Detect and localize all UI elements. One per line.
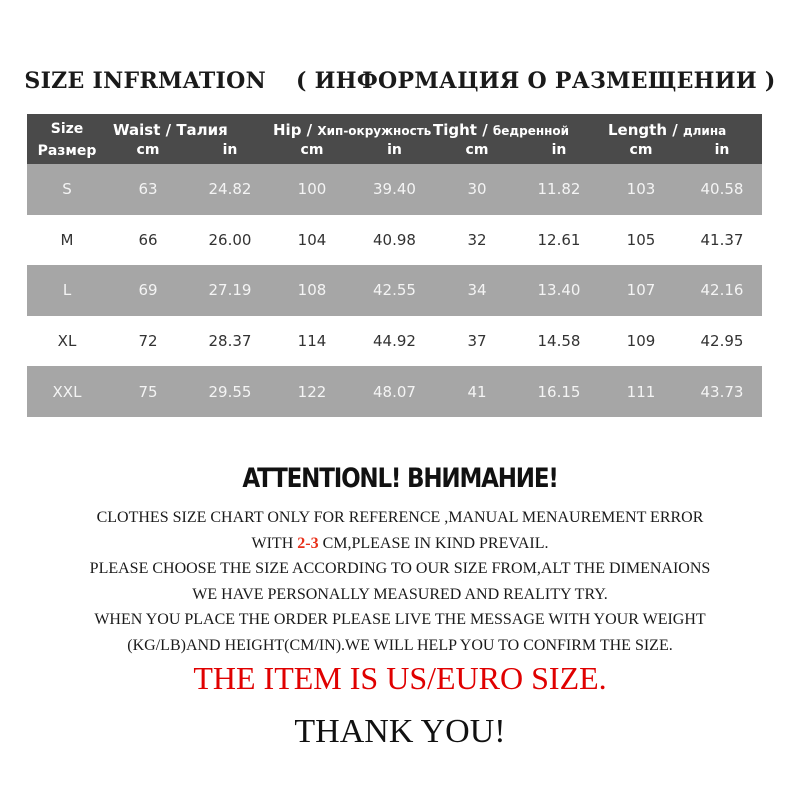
waist-in-value: 28.37 bbox=[208, 332, 252, 351]
waist-in-header: in bbox=[222, 142, 238, 158]
size-label: S bbox=[62, 180, 72, 199]
length-in-value: 43.73 bbox=[700, 382, 744, 401]
tight-cm-header: Tight / бедренной cm bbox=[433, 121, 570, 158]
title-english: SIZE INFRMATION bbox=[24, 68, 266, 94]
length-cm-header: Length / длина cm bbox=[608, 121, 727, 158]
table-row bbox=[27, 265, 762, 316]
table-header bbox=[27, 114, 762, 164]
table-row bbox=[27, 164, 762, 215]
length-in-value: 42.95 bbox=[700, 332, 744, 351]
waist-group-label: Waist / Талия bbox=[113, 121, 228, 139]
size-label: M bbox=[60, 230, 74, 249]
tight-cm-value: 32 bbox=[467, 230, 487, 249]
tight-cm-value: 30 bbox=[467, 180, 487, 199]
table-row bbox=[27, 316, 762, 367]
length-cm-value: 111 bbox=[626, 382, 656, 401]
hip-cm-value: 104 bbox=[297, 230, 327, 249]
length-cm-value: 109 bbox=[626, 332, 656, 351]
size-column-header: Size Размер bbox=[37, 121, 97, 159]
note-line: WITH 2-3 CM,PLEASE IN KIND PREVAIL. bbox=[251, 534, 549, 552]
hip-cm-header: Hip / Хип-окружность cm bbox=[273, 121, 432, 158]
length-group-label: Length / длина bbox=[608, 121, 727, 139]
error-range-highlight: 2-3 bbox=[297, 534, 319, 552]
tight-cm-value: 34 bbox=[467, 281, 487, 300]
hip-group-label: Hip / Хип-окружность bbox=[273, 121, 432, 139]
length-cm-value: 103 bbox=[626, 180, 656, 199]
waist-cm-header: Waist / Талия cm bbox=[113, 121, 228, 158]
note-line: WHEN YOU PLACE THE ORDER PLEASE LIVE THE MESSAGE WITH YOUR WEIGHT bbox=[94, 611, 706, 628]
table-row bbox=[27, 215, 762, 266]
thank-you: THANK YOU! bbox=[294, 713, 506, 750]
hip-in-value: 48.07 bbox=[373, 382, 416, 401]
page-title bbox=[0, 68, 800, 94]
us-euro-size-notice: THE ITEM IS US/EURO SIZE. bbox=[193, 660, 607, 696]
tight-cm-value: 41 bbox=[467, 382, 487, 401]
tight-in-value: 16.15 bbox=[537, 382, 581, 401]
hip-cm-value: 108 bbox=[297, 281, 327, 300]
note-line: CLOTHES SIZE CHART ONLY FOR REFERENCE ,MANUAL MENAUREMENT ERROR bbox=[96, 509, 704, 526]
table-row bbox=[27, 366, 762, 417]
note-line: PLEASE CHOOSE THE SIZE ACCORDING TO OUR SIZE FROM,ALT THE DIMENAIONS bbox=[89, 560, 711, 577]
hip-cm-value: 100 bbox=[297, 180, 327, 199]
tight-cm-value: 37 bbox=[467, 332, 487, 351]
size-label: XL bbox=[57, 332, 77, 351]
hip-in-value: 42.55 bbox=[373, 281, 416, 300]
tight-in-value: 11.82 bbox=[537, 180, 581, 199]
tight-group-label: Tight / бедренной bbox=[433, 121, 570, 139]
waist-in-value: 24.82 bbox=[208, 180, 252, 199]
hip-in-value: 44.92 bbox=[373, 332, 416, 351]
tight-in-value: 13.40 bbox=[537, 281, 581, 300]
length-in-header: in bbox=[714, 142, 730, 158]
tight-in-value: 14.58 bbox=[537, 332, 581, 351]
length-cm-value: 107 bbox=[626, 281, 656, 300]
length-in-value: 42.16 bbox=[700, 281, 744, 300]
waist-in-value: 26.00 bbox=[208, 230, 252, 249]
attention-heading: ATTENTIONL! ВНИМАНИЕ! bbox=[242, 464, 558, 494]
size-notes bbox=[0, 505, 800, 658]
hip-in-header: in bbox=[387, 142, 402, 158]
hip-cm-value: 114 bbox=[297, 332, 327, 351]
waist-cm-value: 72 bbox=[138, 332, 158, 351]
size-table bbox=[27, 114, 762, 417]
note-line: (KG/LB)AND HEIGHT(CM/IN).WE WILL HELP YOU TO CONFIRM THE SIZE. bbox=[127, 636, 673, 654]
waist-in-value: 29.55 bbox=[208, 382, 252, 401]
hip-in-value: 40.98 bbox=[373, 230, 416, 249]
length-in-value: 41.37 bbox=[700, 230, 744, 249]
length-in-value: 40.58 bbox=[700, 180, 744, 199]
waist-cm-value: 66 bbox=[138, 230, 158, 249]
waist-in-value: 27.19 bbox=[208, 281, 252, 300]
waist-cm-value: 75 bbox=[138, 382, 158, 401]
length-cm-value: 105 bbox=[626, 230, 656, 249]
hip-in-value: 39.40 bbox=[373, 180, 416, 199]
title-russian: ( ИНФОРМАЦИЯ О РАЗМЕЩЕНИИ ) bbox=[296, 68, 776, 94]
size-label: XXL bbox=[52, 382, 82, 401]
waist-cm-value: 69 bbox=[138, 281, 158, 300]
tight-in-header: in bbox=[551, 142, 567, 158]
size-label: L bbox=[62, 281, 72, 300]
hip-cm-value: 122 bbox=[297, 382, 327, 401]
tight-in-value: 12.61 bbox=[537, 230, 581, 249]
note-line: WE HAVE PERSONALLY MEASURED AND REALITY TRY. bbox=[192, 585, 608, 603]
waist-cm-value: 63 bbox=[138, 180, 158, 199]
